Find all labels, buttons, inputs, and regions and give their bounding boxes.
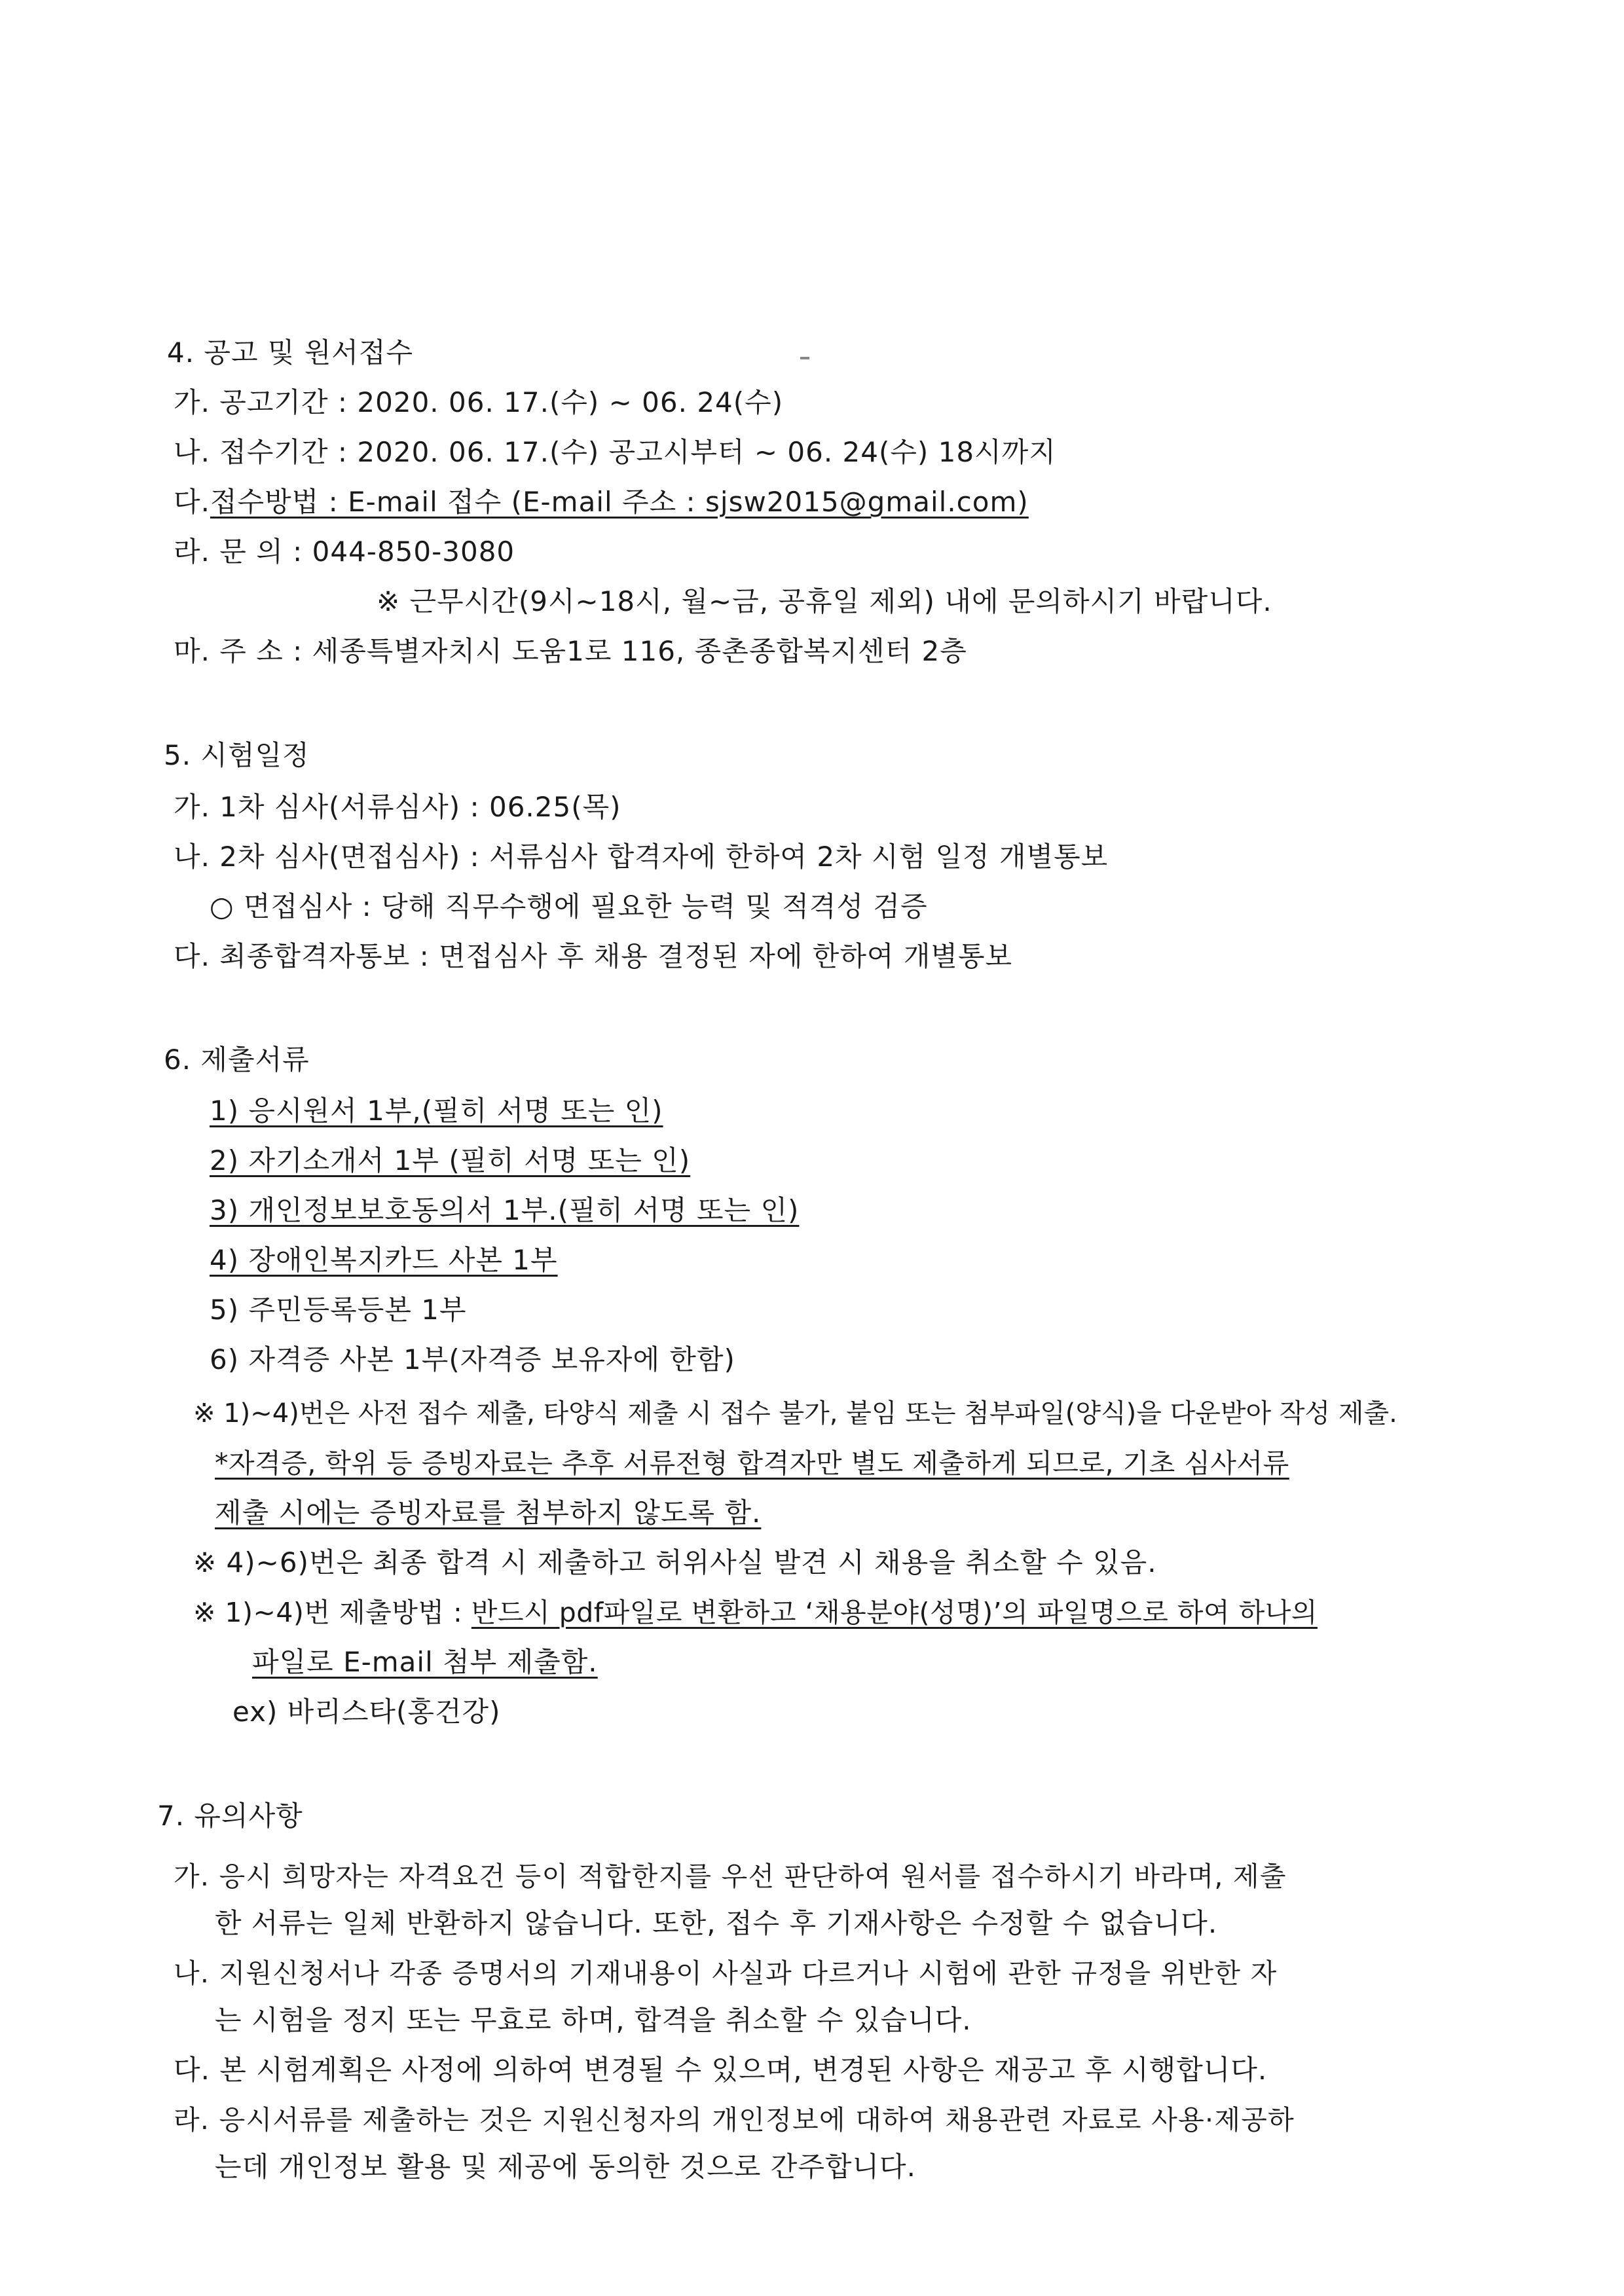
s6-doc-3: 3) 개인정보보호동의서 1부.(필히 서명 또는 인) <box>210 1194 800 1226</box>
s6-note-2: ※ 4)~6)번은 최종 합격 시 제출하고 허위사실 발견 시 채용을 취소할 수 있음. <box>193 1546 1157 1578</box>
section-7-title: 7. 유의사항 <box>157 1800 303 1832</box>
s7-item-1: 가. 응시 희망자는 자격요건 등이 적합한지를 우선 판단하여 원서를 접수하시기 바라며, 제출 <box>174 1861 1287 1892</box>
s6-note-3 <box>193 1595 1318 1630</box>
s4-item-1: 가. 공고기간 : 2020. 06. 17.(수) ~ 06. 24(수) <box>174 386 784 418</box>
s6-note-3-underlined: 반드시 pdf파일로 변환하고 ‘채용분야(성명)’의 파일명으로 하여 하나의 <box>471 1597 1318 1628</box>
s6-note-1b: *자격증, 학위 등 증빙자료는 추후 서류전형 합격자만 별도 제출하게 되므로, 기초 심사서류 <box>215 1448 1289 1479</box>
s7-item-1-cont: 한 서류는 일체 반환하지 않습니다. 또한, 접수 후 기재사항은 수정할 수 없습니다. <box>215 1907 1218 1939</box>
section-6-title: 6. 제출서류 <box>164 1044 310 1076</box>
s5-item-3: 다. 최종합격자통보 : 면접심사 후 채용 결정된 자에 한하여 개별통보 <box>174 940 1013 972</box>
s6-doc-5: 5) 주민등록등본 1부 <box>210 1294 467 1326</box>
s5-item-1: 가. 1차 심사(서류심사) : 06.25(목) <box>174 791 621 823</box>
scan-mark <box>800 357 809 359</box>
s4-item-3 <box>174 485 1029 519</box>
s4-item-5: 마. 주 소 : 세종특별자치시 도움1로 116, 종촌종합복지센터 2층 <box>174 635 967 667</box>
s7-item-2-cont: 는 시험을 정지 또는 무효로 하며, 합격을 취소할 수 있습니다. <box>215 2004 972 2036</box>
s6-doc-2: 2) 자기소개서 1부 (필히 서명 또는 인) <box>210 1144 691 1176</box>
s5-item-2: 나. 2차 심사(면접심사) : 서류심사 합격자에 한하여 2차 시험 일정 개별통보 <box>174 841 1109 873</box>
s7-item-4-cont: 는데 개인정보 활용 및 제공에 동의한 것으로 간주합니다. <box>215 2151 916 2183</box>
s6-note-1: ※ 1)~4)번은 사전 접수 제출, 타양식 제출 시 접수 불가, 붙임 또는 첨부파일(양식)을 다운받아 작성 제출. <box>193 1398 1397 1429</box>
s7-item-2: 나. 지원신청서나 각종 증명서의 기재내용이 사실과 다르거나 시험에 관한 규정을 위반한 자 <box>174 1958 1278 1989</box>
s6-doc-4: 4) 장애인복지카드 사본 1부 <box>210 1244 558 1276</box>
s6-note-1c: 제출 시에는 증빙자료를 첨부하지 않도록 함. <box>215 1497 762 1529</box>
s6-doc-6: 6) 자격증 사본 1부(자격증 보유자에 한함) <box>210 1343 735 1376</box>
s6-note-3b: 파일로 E-mail 첨부 제출함. <box>252 1646 598 1678</box>
section-4-title: 4. 공고 및 원서접수 <box>167 337 414 369</box>
s6-example: ex) 바리스타(홍건강) <box>232 1696 501 1728</box>
s4-item-4-note: ※ 근무시간(9시~18시, 월~금, 공휴일 제외) 내에 문의하시기 바랍니다. <box>377 585 1272 617</box>
s4-item-4: 라. 문 의 : 044-850-3080 <box>174 536 515 568</box>
s4-item-2: 나. 접수기간 : 2020. 06. 17.(수) 공고시부터 ~ 06. 24(수) 18시까지 <box>174 436 1056 468</box>
section-5-title: 5. 시험일정 <box>164 739 310 771</box>
s7-item-4: 라. 응시서류를 제출하는 것은 지원신청자의 개인정보에 대하여 채용관련 자료로 사용·제공하 <box>174 2104 1295 2136</box>
s6-note-3-prefix: ※ 1)~4)번 제출방법 : <box>193 1597 471 1628</box>
s5-item-2-sub: ○ 면접심사 : 당해 직무수행에 필요한 능력 및 적격성 검증 <box>210 890 928 922</box>
s4-item-3-prefix: 다. <box>174 486 210 518</box>
s4-item-3-text: 접수방법 : E-mail 접수 (E-mail 주소 : sjsw2015@gmail.com) <box>210 486 1029 518</box>
s7-item-3: 다. 본 시험계획은 사정에 의하여 변경될 수 있으며, 변경된 사항은 재공고 후 시행합니다. <box>174 2054 1268 2086</box>
s6-doc-1: 1) 응시원서 1부,(필히 서명 또는 인) <box>210 1095 663 1127</box>
